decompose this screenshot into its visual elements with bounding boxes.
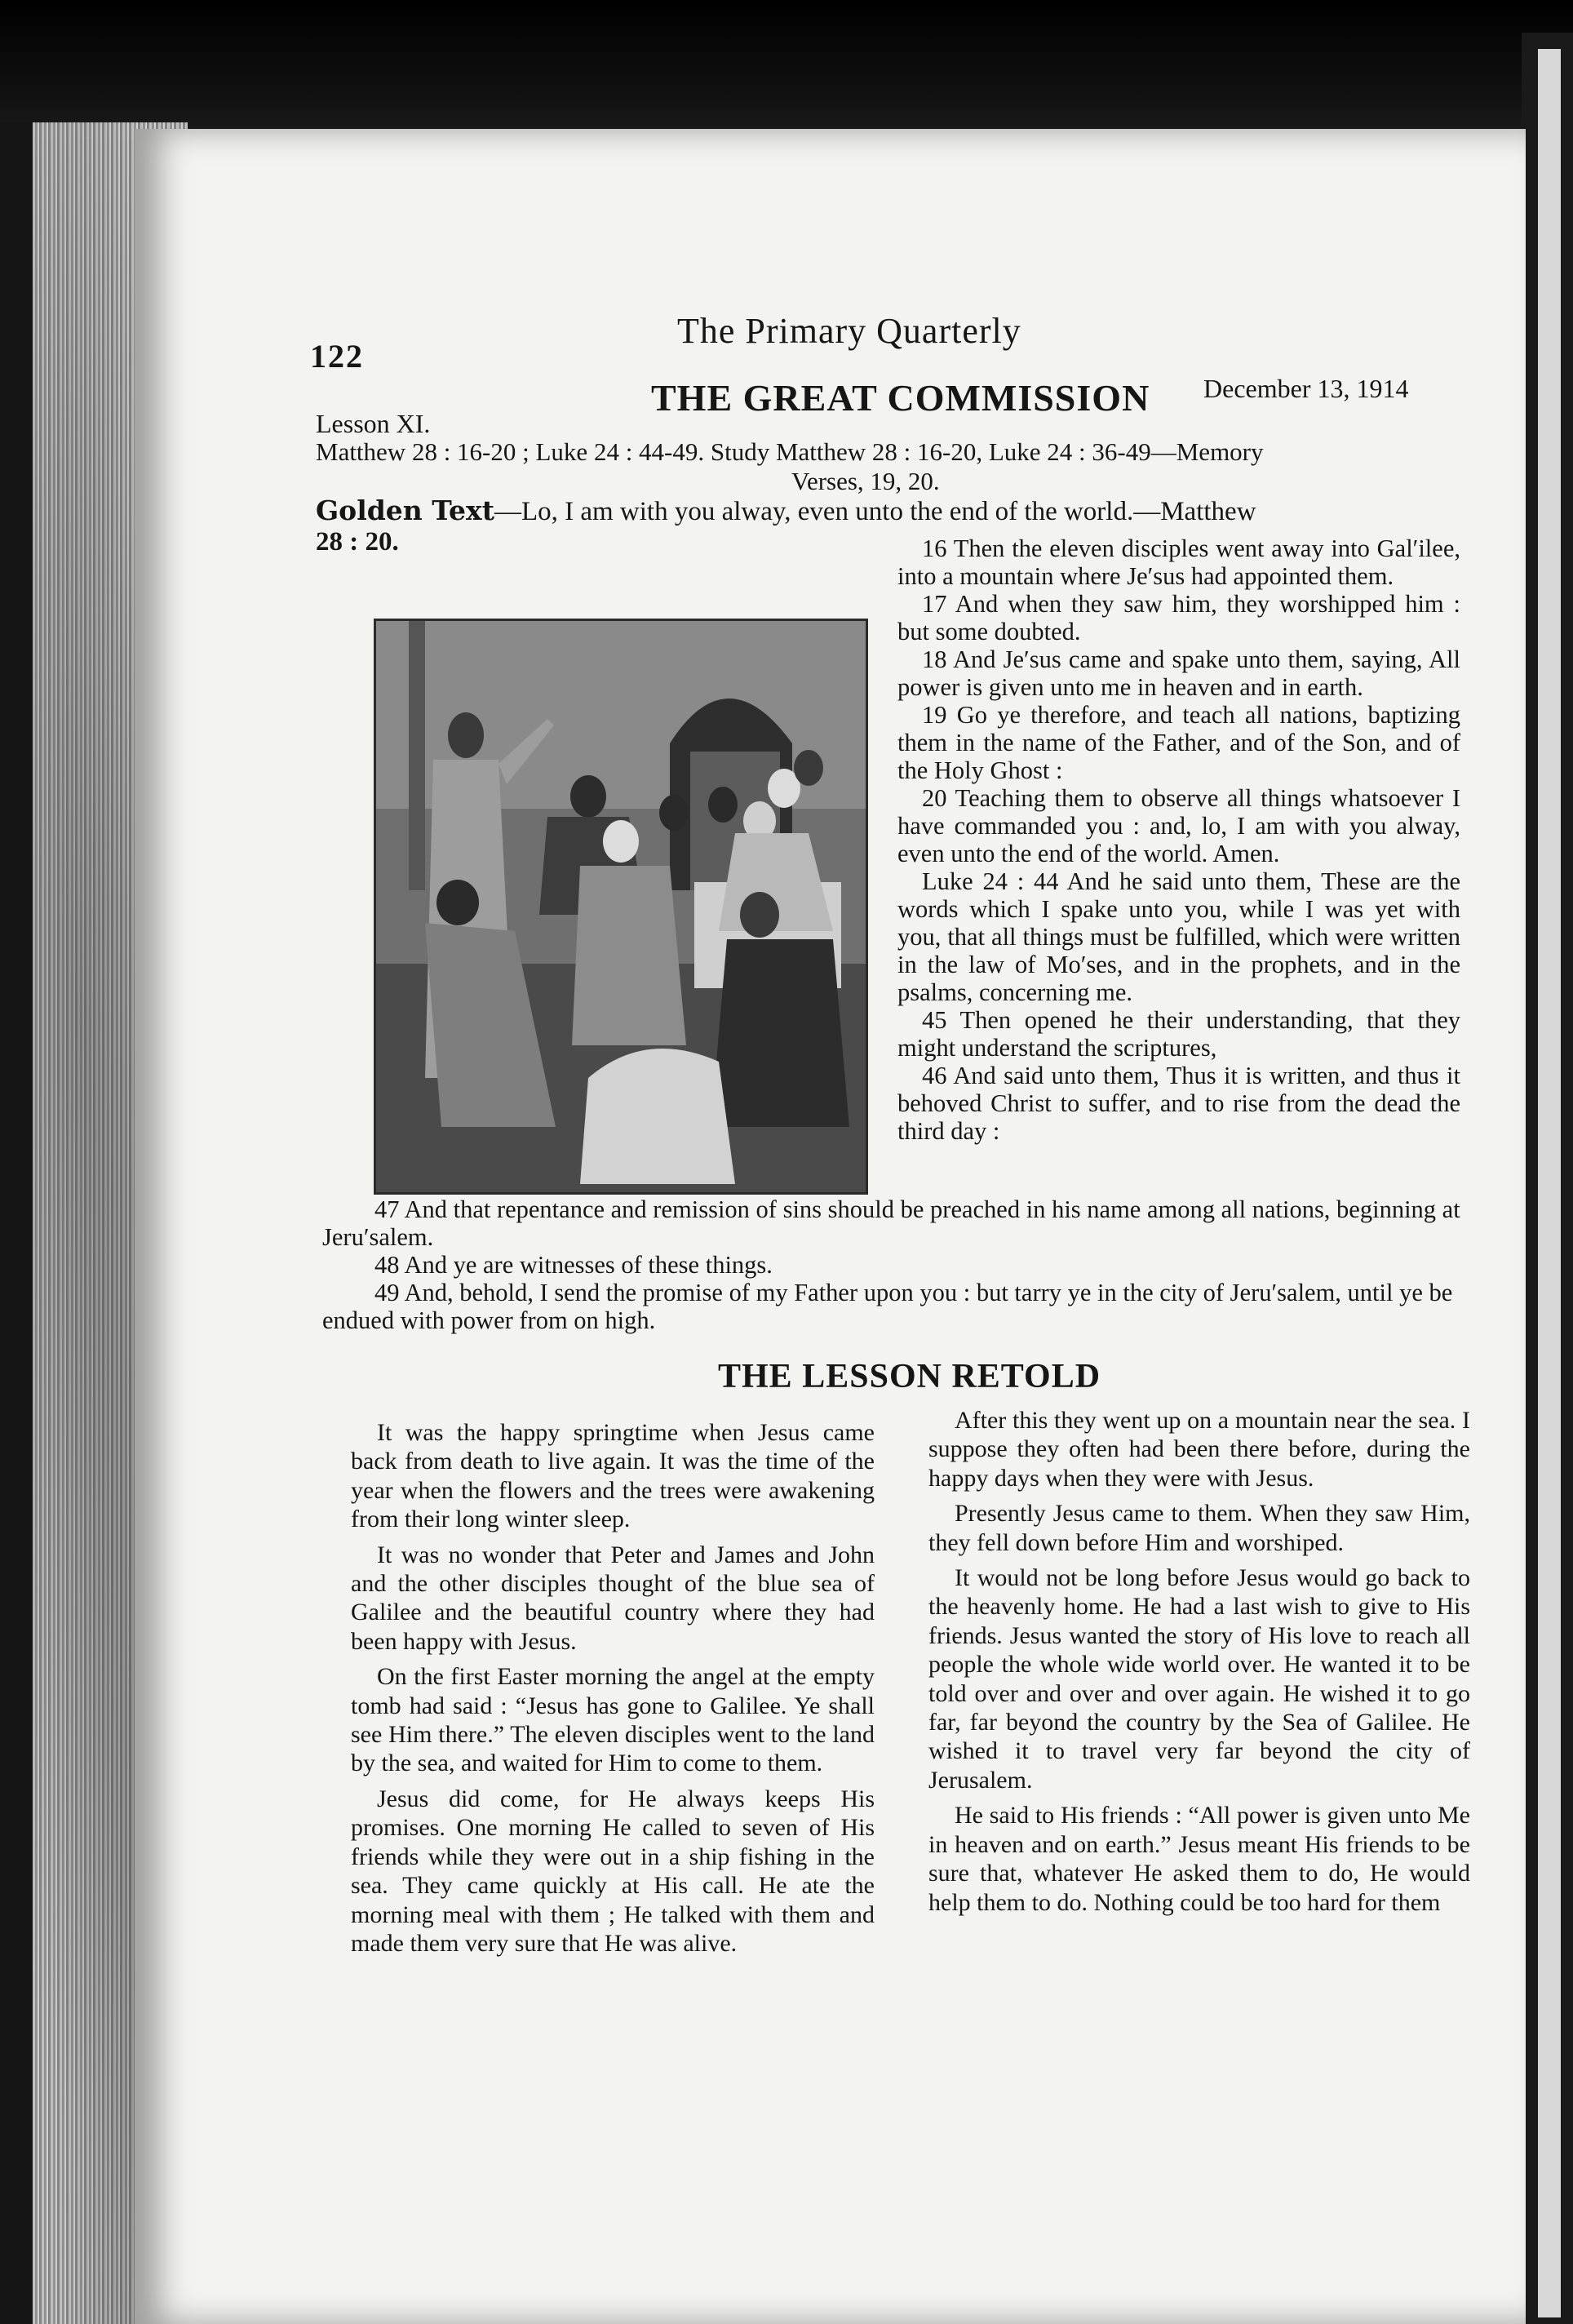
background-shadow: [0, 0, 1573, 139]
lesson-title: THE GREAT COMMISSION: [651, 377, 1150, 419]
memory-verses: Verses, 19, 20.: [791, 467, 940, 495]
scripture-passage: [897, 534, 1460, 1145]
verse: 19 Go ye therefore, and teach all nations, baptizing them in the name of the Father, and of the Son, and of the Holy Ghost :: [897, 701, 1460, 784]
golden-text-reference: 28 : 20.: [316, 527, 399, 557]
verse: 47 And that repentance and remission of sins should be preached in his name among all nations, beginning at Jeru′salem.: [322, 1195, 1460, 1251]
golden-text: [316, 495, 1256, 527]
paragraph: Jesus did come, for He always keeps His promises. One morning He called to seven of His friends while they were out in a ship fishing in the sea. They came quickly at His call. He ate the morning meal with them ; He talked with them and made them very sure that He was alive.: [351, 1785, 875, 1957]
verse: 18 And Je′sus came and spake unto them, saying, All power is given unto me in heaven and in earth.: [897, 645, 1460, 701]
illustration-art: [376, 621, 866, 1192]
book-page: [135, 129, 1526, 2324]
running-title: The Primary Quarterly: [677, 311, 1021, 351]
paragraph: He said to His friends : “All power is given unto Me in heaven and on earth.” Jesus meant His friends to be sure that, whatever He asked them to do, He would help them to do. Nothing could be too hard for them: [928, 1802, 1470, 1916]
verse: 17 And when they saw him, they worshipped him : but some doubted.: [897, 590, 1460, 645]
paragraph: It was the happy springtime when Jesus came back from death to live again. It was the time of the year when the flowers and the trees were awakening from their long winter sleep.: [351, 1419, 875, 1533]
verse: 48 And ye are witnesses of these things.: [374, 1251, 773, 1279]
retold-left-column: [351, 1418, 875, 1964]
facing-page-edge: [1522, 33, 1573, 2324]
lesson-date: December 13, 1914: [1203, 374, 1409, 403]
section-heading: THE LESSON RETOLD: [718, 1358, 1101, 1395]
illustration-jesus-and-disciples: [374, 619, 868, 1195]
golden-text-body: —Lo, I am with you alway, even unto the end of the world.—Matthew: [494, 497, 1256, 526]
verse: 46 And said unto them, Thus it is written, and thus it behoved Christ to suffer, and to rise from the dead the third day :: [897, 1062, 1460, 1145]
lesson-number: Lesson XI.: [316, 409, 431, 438]
golden-text-label: Golden Text: [316, 495, 494, 526]
paragraph: After this they went up on a mountain near the sea. I suppose they often had been there before, during the happy days when they were with Jesus.: [928, 1407, 1470, 1492]
page-number: 122: [310, 338, 364, 375]
paragraph: It was no wonder that Peter and James and John and the other disciples thought of the blue sea of Galilee and the beautiful country where they had been happy with Jesus.: [351, 1541, 875, 1655]
paragraph: Presently Jesus came to them. When they saw Him, they fell down before Him and worshiped.: [928, 1500, 1470, 1556]
verse: 16 Then the eleven disciples went away into Gal′ilee, into a mountain where Je′sus had appointed them.: [897, 534, 1460, 590]
verse: 45 Then opened he their understanding, that they might understand the scriptures,: [897, 1006, 1460, 1062]
verse: Luke 24 : 44 And he said unto them, These are the words which I spake unto you, while I was yet with you, that all things must be fulfilled, which were written in the law of Mo′ses, and in the prophets, and in the psalms, concerning me.: [897, 867, 1460, 1006]
paragraph: It would not be long before Jesus would go back to the heavenly home. He had a last wish to give to His friends. Jesus wanted the story of His love to reach all people the whole wide world over. He wanted it to be told over and over and over again. He wished it to go far, far beyond the country by the Sea of Galilee. He wished it to travel very far beyond the city of Jerusalem.: [928, 1564, 1470, 1794]
verse: 20 Teaching them to observe all things whatsoever I have commanded you : and, lo, I am with you alway, even unto the end of the world. Amen.: [897, 784, 1460, 867]
verse: 49 And, behold, I send the promise of my Father upon you : but tarry ye in the city of Jeru′salem, until ye be endued with power from on high.: [322, 1279, 1453, 1334]
paragraph: On the first Easter morning the angel at the empty tomb had said : “Jesus has gone to Galilee. Ye shall see Him there.” The eleven disciples went to the land by the sea, and waited for Him to come to them.: [351, 1663, 875, 1777]
scripture-references: Matthew 28 : 16-20 ; Luke 24 : 44-49. Study Matthew 28 : 16-20, Luke 24 : 36-49—Memory: [316, 437, 1264, 466]
retold-right-column: [928, 1406, 1470, 1923]
scripture-passage-continued: [322, 1195, 1464, 1334]
